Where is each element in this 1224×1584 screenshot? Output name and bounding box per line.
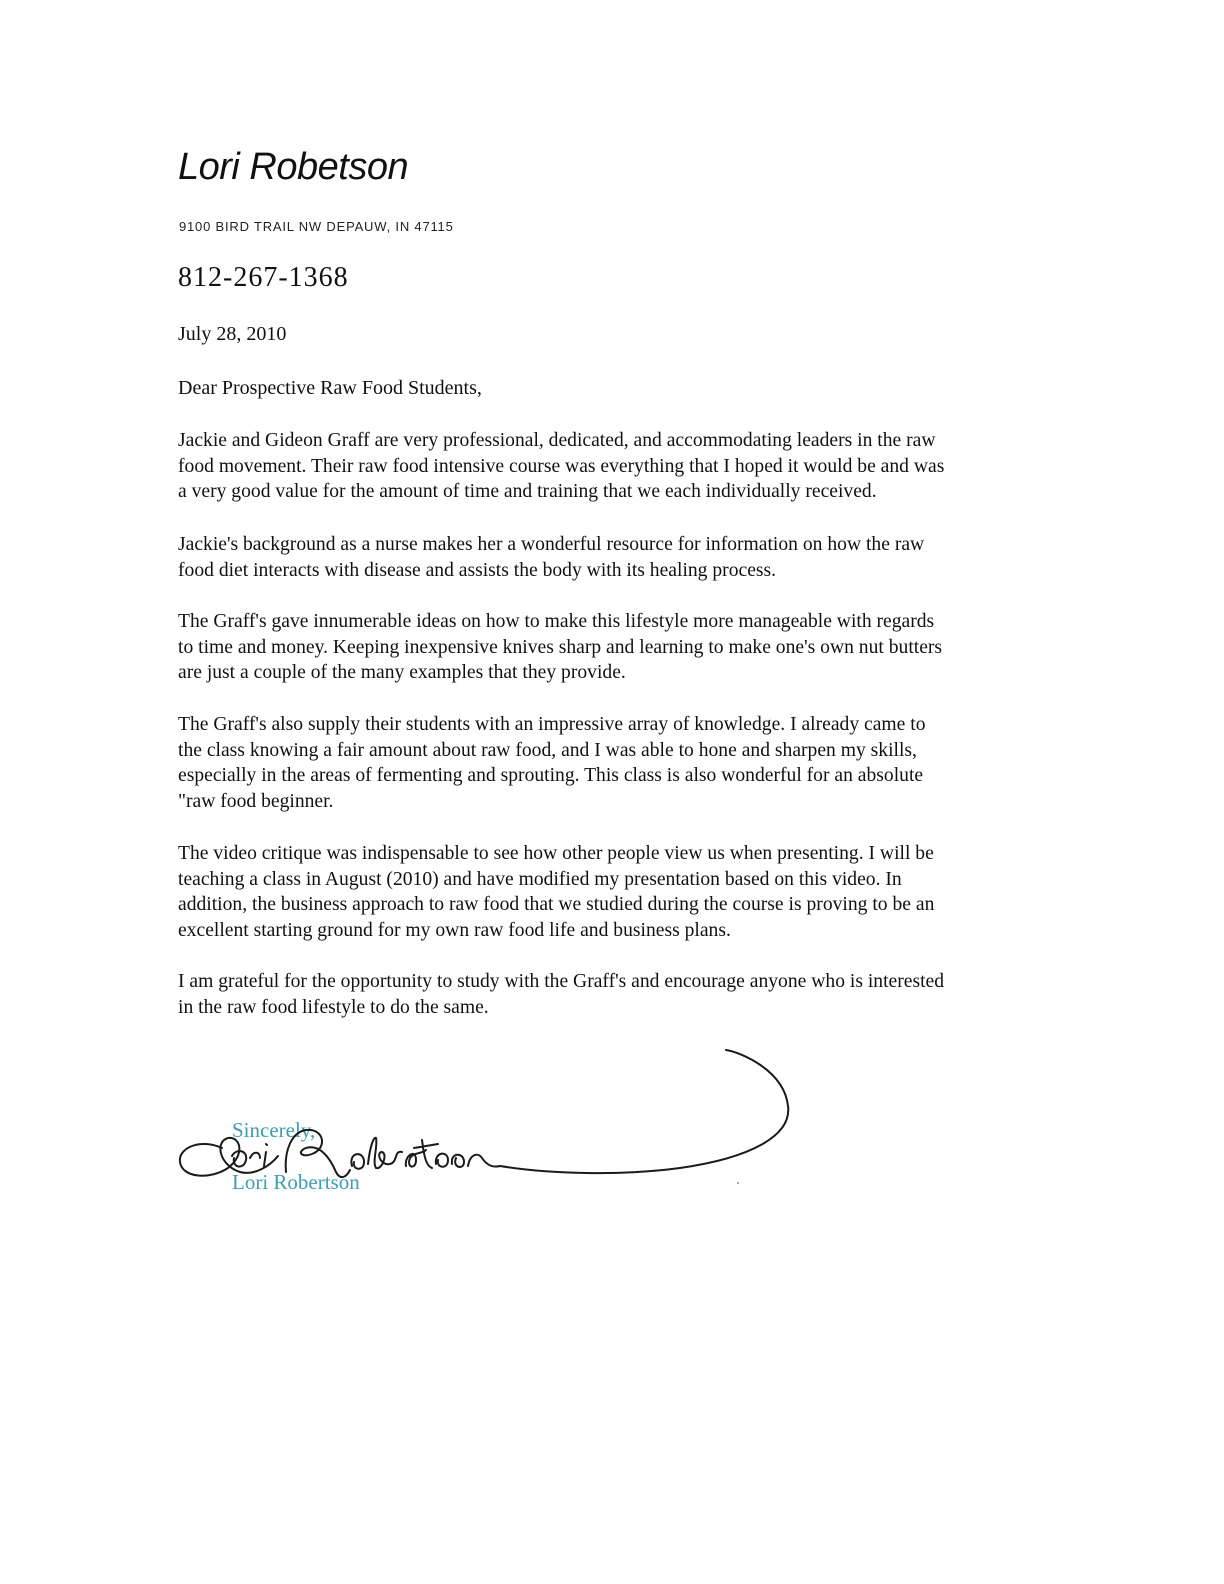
typed-signature-name: Lori Robertson [232, 1170, 360, 1194]
body-paragraph-6 [178, 969, 1048, 1020]
paragraph-line: I am grateful for the opportunity to study with the Graff's and encourage anyone who is interested [178, 971, 945, 992]
letter-date: July 28, 2010 [178, 323, 287, 345]
paragraph-line: teaching a class in August (2010) and have modified my presentation based on this video. In [178, 868, 902, 890]
paragraph-line: a very good value for the amount of time and training that we each individually received. [178, 481, 877, 502]
body-paragraph-3 [178, 609, 1048, 686]
closing-text: Sincerely, [232, 1118, 316, 1142]
paragraph-line: addition, the business approach to raw food that we studied during the course is proving to be an [178, 894, 935, 915]
paragraph-line: The Graff's also supply their students with an impressive array of knowledge. I already came to [178, 714, 926, 735]
paragraph-line: food movement. Their raw food intensive course was everything that I hoped it would be and was [178, 455, 945, 477]
body-paragraph-1 [178, 428, 1048, 505]
paragraph-line: especially in the areas of fermenting and sprouting. This class is also wonderful for an absolute [178, 765, 924, 786]
paragraph-line: Jackie's background as a nurse makes her a wonderful resource for information on how the raw [178, 534, 925, 555]
paragraph-line: the class knowing a fair amount about raw food, and I was able to hone and sharpen my skills, [178, 739, 917, 761]
paragraph-line: excellent starting ground for my own raw food life and business plans. [178, 919, 731, 941]
paragraph-line: The Graff's gave innumerable ideas on how to make this lifestyle more manageable with regards [178, 611, 935, 632]
handwritten-signature [170, 1040, 810, 1200]
signature-block [170, 1040, 810, 1200]
body-paragraph-2 [178, 532, 1048, 583]
paragraph-line: The video critique was indispensable to see how other people view us when presenting. I will be [178, 843, 934, 864]
paragraph-line: are just a couple of the many examples that they provide. [178, 662, 626, 683]
sender-address: 9100 BIRD TRAIL NW DEPAUW, IN 47115 [179, 219, 454, 234]
paragraph-line: Jackie and Gideon Graff are very professional, dedicated, and accommodating leaders in the raw [178, 430, 936, 451]
body-paragraph-4 [178, 712, 1048, 814]
paragraph-line: in the raw food lifestyle to do the same. [178, 996, 489, 1018]
sender-phone: 812-267-1368 [178, 262, 349, 293]
paragraph-line: to time and money. Keeping inexpensive knives sharp and learning to make one's own nut butters [178, 636, 943, 658]
paragraph-line: "raw food beginner. [178, 790, 334, 812]
salutation: Dear Prospective Raw Food Students, [178, 377, 482, 399]
body-paragraph-5 [178, 841, 1048, 943]
paragraph-line: food diet interacts with disease and assists the body with its healing process. [178, 559, 777, 581]
sender-name: Lori Robetson [178, 146, 409, 188]
